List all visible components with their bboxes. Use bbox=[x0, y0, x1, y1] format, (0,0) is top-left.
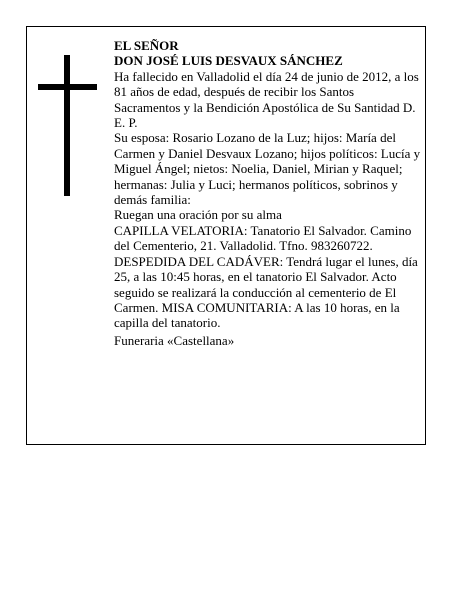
farewell-info: DESPEDIDA DEL CADÁVER: Tendrá lugar el lunes, día 25, a las 10:45 horas, en el tanatorio El Salvador. Acto seguido se realizará la conducción al cementerio de El Carmen. MISA COMUNITARIA: A las 10 horas, en la capilla del tanatorio. bbox=[114, 253, 418, 331]
heading-title: EL SEÑOR bbox=[114, 38, 179, 53]
obituary-text bbox=[114, 38, 422, 348]
prayer-request: Ruegan una oración por su alma bbox=[114, 207, 282, 223]
cross-icon bbox=[64, 55, 70, 196]
chapel-info: CAPILLA VELATORIA: Tanatorio El Salvador. Camino del Cementerio, 21. Valladolid. Tfno. 983260722. bbox=[114, 222, 412, 254]
funeral-home: Funeraria «Castellana» bbox=[114, 332, 235, 348]
family-list: Su esposa: Rosario Lozano de la Luz; hijos: María del Carmen y Daniel Desvaux Lozano; hijos políticos: Lucía y Miguel Ángel; nietos: Noelia, Daniel, Mirian y Raquel; hermanas: Julia y Luci; hermanos políticos, sobrinos y demás familia: bbox=[114, 130, 421, 208]
deceased-name: DON JOSÉ LUIS DESVAUX SÁNCHEZ bbox=[114, 53, 343, 69]
cross-icon-arm bbox=[38, 84, 97, 90]
death-announcement: Ha fallecido en Valladolid el día 24 de junio de 2012, a los 81 años de edad, después de recibir los Santos Sacramentos y la Bendición Apostólica de Su Santidad D. E. P. bbox=[114, 68, 419, 131]
